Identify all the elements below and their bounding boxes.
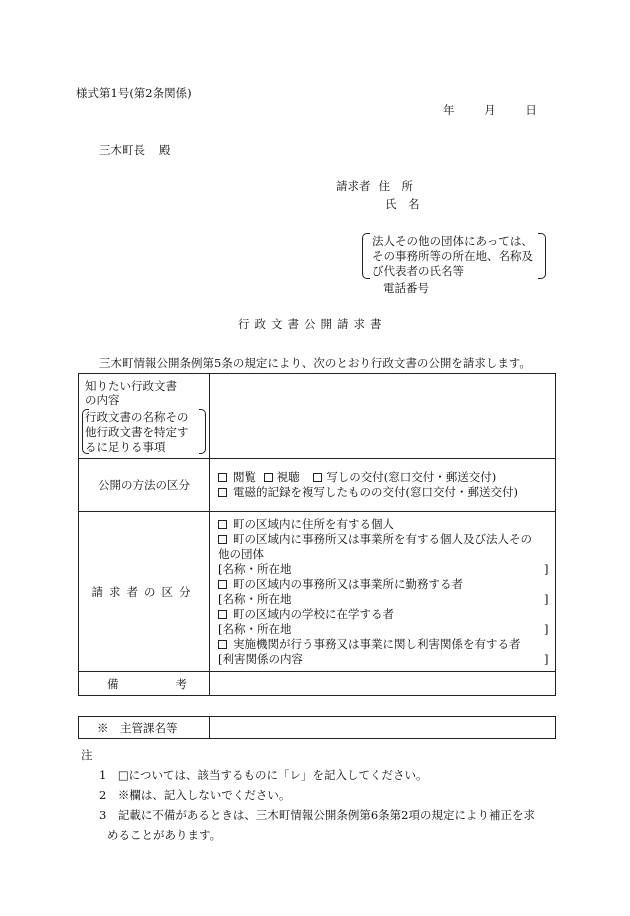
corporate-note-line: 法人その他の団体にあっては、 <box>372 234 533 248</box>
remarks-field[interactable] <box>210 672 556 696</box>
document-content-label: 知りたい行政文書 <box>85 379 177 393</box>
request-table <box>78 373 556 696</box>
category-office-worker-label: 町の区域内の事務所又は事業所に勤務する者 <box>233 576 463 591</box>
date-line <box>443 105 537 117</box>
requester-address-line <box>336 181 413 193</box>
checkbox-audiovisual[interactable] <box>264 473 273 482</box>
remarks-label-b: 考 <box>175 676 187 691</box>
document-content-hint: るに足りる事項 <box>85 440 166 454</box>
checkbox-student[interactable] <box>218 610 227 619</box>
remarks-label-cell <box>79 672 210 696</box>
department-field <box>210 717 556 739</box>
requester-category-label: 請求者の区分 <box>79 512 210 672</box>
form-number: 様式第1号(第2条関係) <box>76 86 192 100</box>
addressee-honorific: 殿 <box>159 143 171 157</box>
department-table <box>78 716 556 739</box>
checkbox-view[interactable] <box>218 473 227 482</box>
requester-label: 請求者 <box>336 179 371 193</box>
corporate-note-line: その事務所等の所在地、名称及 <box>372 249 533 263</box>
close-bracket: ] <box>544 621 549 636</box>
document-title: 行政文書公開請求書 <box>238 317 387 331</box>
document-content-label: の内容 <box>85 393 120 407</box>
document-content-label-cell <box>79 374 210 459</box>
document-content-hint: 行政文書の名称その <box>85 410 189 424</box>
phone-label: 電話番号 <box>383 281 429 295</box>
table-row <box>79 672 556 696</box>
option-copy-label: 写しの交付(窓口交付・郵送交付) <box>326 470 497 484</box>
close-bracket: ] <box>544 591 549 606</box>
department-label: ※ 主管課名等 <box>79 717 210 739</box>
checkbox-interested-party[interactable] <box>218 640 227 649</box>
table-row <box>79 374 556 459</box>
intro-text: 三木町情報公開条例第5条の規定により、次のとおり行政文書の公開を請求します。 <box>99 356 531 370</box>
category-resident-label: 町の区域内に住所を有する個人 <box>233 516 394 531</box>
option-electronic-copy-label: 電磁的記録を複写したものの交付(窓口交付・郵送交付) <box>233 485 518 499</box>
category-detail-field[interactable]: [名称・所在地 <box>218 561 292 576</box>
addressee <box>99 145 171 157</box>
category-detail-field[interactable]: [名称・所在地 <box>218 621 292 636</box>
name-label: 氏 名 <box>385 197 420 211</box>
option-audiovisual-label: 視聴 <box>276 470 300 484</box>
corporate-note-bracket-left <box>362 233 370 279</box>
corporate-note-bracket-right <box>538 233 546 279</box>
document-content-field[interactable] <box>210 374 556 459</box>
disclosure-method-label: 公開の方法の区分 <box>79 459 210 512</box>
table-row <box>79 459 556 512</box>
checkbox-resident[interactable] <box>218 520 227 529</box>
note-item: 2 ※欄は、記入しないでください。 <box>99 788 291 802</box>
option-view-label: 閲覧 <box>233 470 256 484</box>
disclosure-method-options <box>210 459 556 512</box>
category-detail-field[interactable]: [名称・所在地 <box>218 591 292 606</box>
note-item: 3 記載に不備があるときは、三木町情報公開条例第6条第2項の規定により補正を求 <box>99 808 535 822</box>
remarks-label-a: 備 <box>107 676 119 691</box>
table-row <box>79 512 556 672</box>
date-month-label: 月 <box>484 103 496 117</box>
corporate-note-line: び代表者の氏名等 <box>372 264 464 278</box>
addressee-name: 三木町長 <box>99 143 145 157</box>
note-item-cont: めることがあります。 <box>107 828 222 842</box>
date-year-label: 年 <box>443 103 455 117</box>
checkbox-electronic-copy[interactable] <box>218 488 227 497</box>
close-bracket: ] <box>544 561 549 576</box>
table-row <box>79 717 556 739</box>
note-item: 1 □については、該当するものに「レ」を記入してください。 <box>99 768 428 782</box>
address-label: 住 所 <box>378 179 413 193</box>
category-interested-party-label: 実施機関が行う事務又は事業に関し利害関係を有する者 <box>233 636 521 651</box>
notes-heading: 注 <box>81 748 93 762</box>
category-student-label: 町の区域内の学校に在学する者 <box>233 606 394 621</box>
category-office-owner-label: 町の区域内に事務所又は事業所を有する個人及び法人その <box>233 531 532 546</box>
date-day-label: 日 <box>525 103 537 117</box>
checkbox-office-worker[interactable] <box>218 580 227 589</box>
close-bracket: ] <box>544 651 549 666</box>
checkbox-office-owner[interactable] <box>218 535 227 544</box>
bracket-right <box>199 409 206 454</box>
requester-category-options <box>210 512 556 672</box>
category-office-owner-cont: 他の団体 <box>218 546 264 561</box>
document-content-hint: 他行政文書を特定す <box>85 425 189 439</box>
checkbox-copy[interactable] <box>313 473 322 482</box>
notes <box>81 745 535 845</box>
category-detail-field[interactable]: [利害関係の内容 <box>218 651 303 666</box>
